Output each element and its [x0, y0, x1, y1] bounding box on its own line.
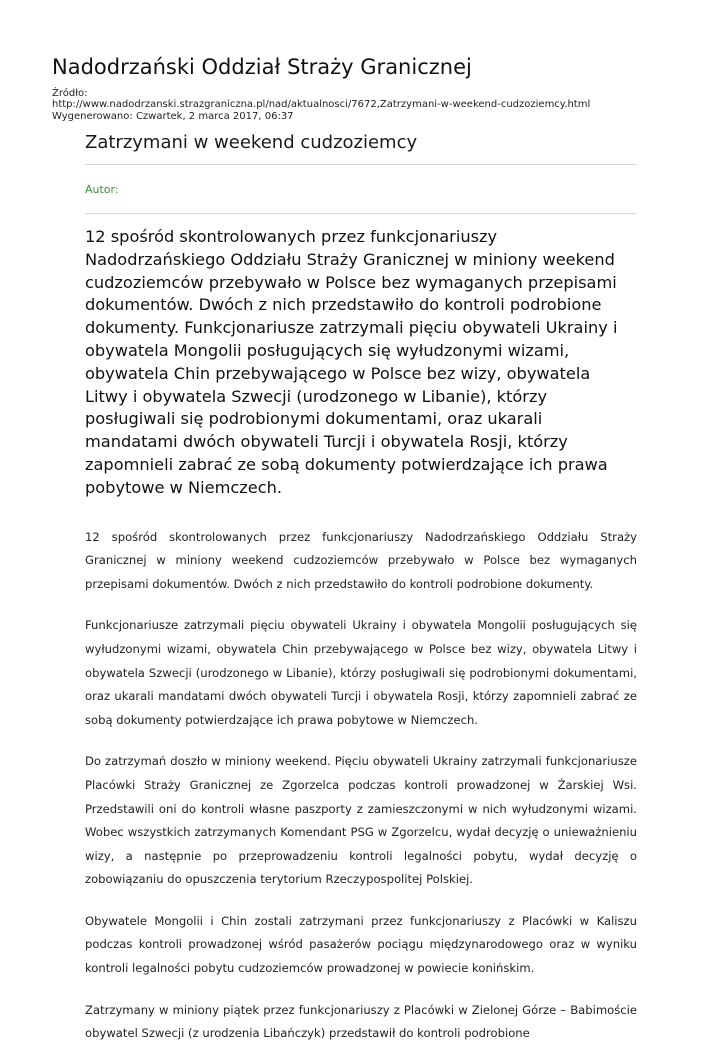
source-url: http://www.nadodrzanski.strazgraniczna.pl/nad/aktualnosci/7672,Zatrzymani-w-weekend-cudzoziemcy.html [52, 99, 591, 111]
author-row [85, 165, 637, 213]
author-label: Autor: [85, 182, 119, 196]
paragraph: Funkcjonariusze zatrzymali pięciu obywateli Ukrainy i obywatela Mongolii posługujących się wyłudzonymi wizami, obywatela Chin przebywającego w Polsce bez wizy, obywatela Litwy i obywatela Szwecji (urodzonego w Libanie), którzy posługiwali się podrobionymi dokumentami, oraz ukarali mandatami dwóch obywateli Turcji i obywatela Rosji, którzy zapomnieli zabrać ze sobą dokumenty potwierdzające ich prawa pobytowe w Niemczech. [85, 618, 637, 727]
article-lead: 12 spośród skontrolowanych przez funkcjonariuszy Nadodrzańskiego Oddziału Straży Granicznej w miniony weekend cudzoziemców przebywało w Polsce bez wymaganych przepisami dokumentów. Dwóch z nich przedstawiło do kontroli podrobione dokumenty. Funkcjonariusze zatrzymali pięciu obywateli Ukrainy i obywatela Mongolii posługujących się wyłudzonymi wizami, obywatela Chin przebywającego w Polsce bez wizy, obywatela Litwy i obywatela Szwecji (urodzonego w Libanie), którzy posługiwali się podrobionymi dokumentami, oraz ukarali mandatami dwóch obywateli Turcji i obywatela Rosji, którzy zapomnieli zabrać ze sobą dokumenty potwierdzające ich prawa pobytowe w Niemczech. [85, 227, 618, 497]
source-label: Źródło: [52, 88, 88, 99]
paragraph: Obywatele Mongolii i Chin zostali zatrzymani przez funkcjonariuszy z Placówki w Kaliszu podczas kontroli prowadzonej wśród pasażerów pociągu międzynarodowego oraz w wyniku kontroli legalności pobytu cudzoziemców prowadzonej w powiecie konińskim. [85, 913, 637, 976]
generated-date: Wygenerowano: Czwartek, 2 marca 2017, 06:37 [52, 110, 294, 122]
article-body [85, 526, 637, 1046]
article [85, 128, 637, 1064]
divider [85, 213, 637, 214]
site-title: Nadodrzański Oddział Straży Granicznej [52, 55, 472, 79]
document-meta [52, 88, 590, 122]
paragraph: 12 spośród skontrolowanych przez funkcjonariuszy Nadodrzańskiego Oddziału Straży Granicznej w miniony weekend cudzoziemców przebywało w Polsce bez wymaganych przepisami dokumentów. Dwóch z nich przedstawiło do kontroli podrobione dokumenty. [85, 529, 637, 591]
article-title: Zatrzymani w weekend cudzoziemcy [85, 132, 418, 153]
paragraph: Do zatrzymań doszło w miniony weekend. Pięciu obywateli Ukrainy zatrzymali funkcjonariusze Placówki Straży Granicznej ze Zgorzelca podczas kontroli prowadzonej w Żarskiej Wsi. Przedstawili oni do kontroli własne paszporty z zamieszczonymi w nich wyłudzonymi wizami. Wobec wszystkich zatrzymanych Komendant PSG w Zgorzelcu, wydał decyzję o unieważnieniu wizy, a następnie po przeprowadzeniu kontroli legalności pobytu, wydał decyzję o zobowiązaniu do opuszczenia terytorium Rzeczypospolitej Polskiej. [85, 754, 637, 887]
paragraph: Zatrzymany w miniony piątek przez funkcjonariuszy z Placówki w Zielonej Górze – Babimoście obywatel Szwecji (z urodzenia Libańczyk) przedstawił do kontroli podrobione [85, 1002, 637, 1041]
